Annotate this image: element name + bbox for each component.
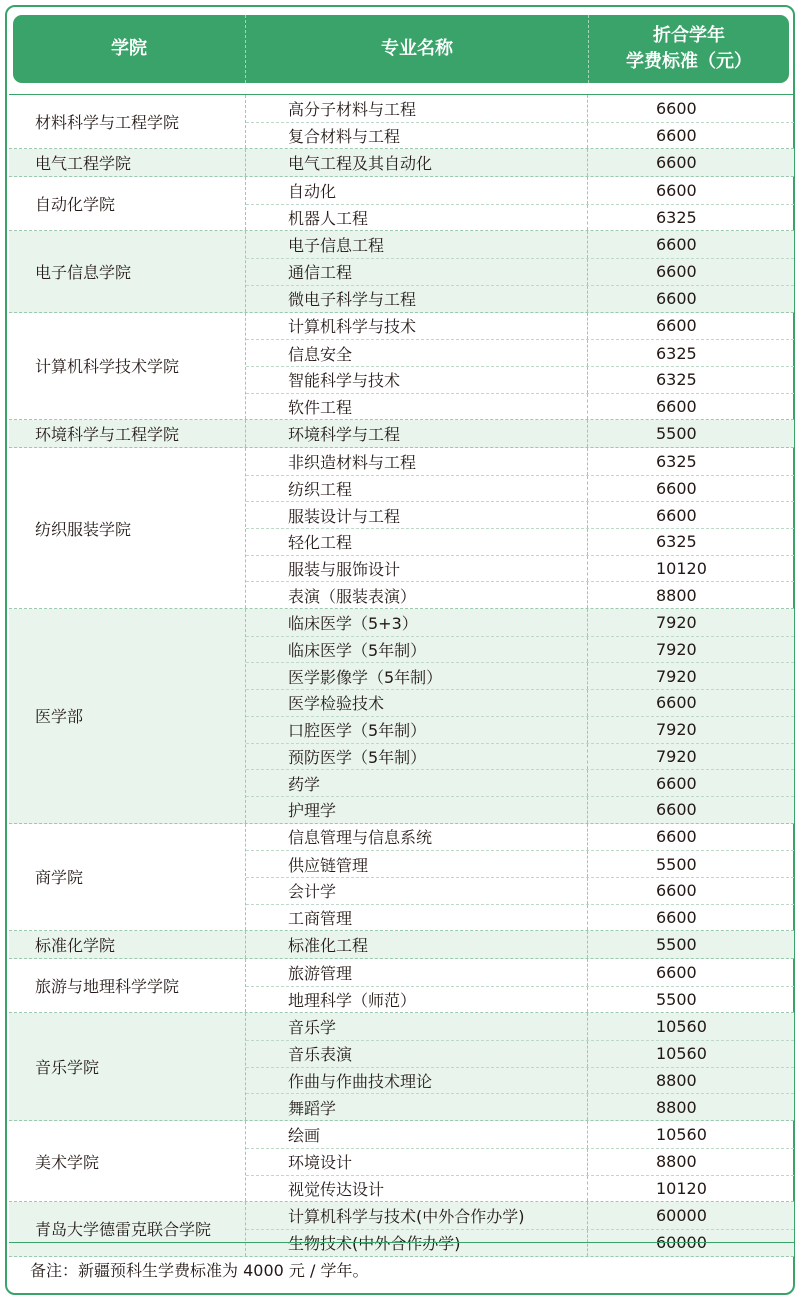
- fee-value: 6325: [656, 370, 697, 390]
- table-row: [246, 285, 794, 312]
- fee-value: 5500: [656, 854, 697, 874]
- table-row: [246, 986, 794, 1013]
- table-row: [246, 1121, 794, 1148]
- fee-value: 6600: [656, 98, 697, 118]
- college-group: [9, 448, 794, 609]
- major-name: 微电子科学与工程: [246, 286, 588, 312]
- college-group: [9, 1013, 794, 1121]
- college-name: 自动化学院: [9, 177, 246, 230]
- fee-value: 6600: [656, 180, 697, 200]
- table-row: [246, 689, 794, 716]
- major-name: 旅游管理: [246, 959, 588, 986]
- fee-value: 10120: [656, 559, 707, 579]
- major-name: 计算机科学与技术(中外合作办学): [246, 1202, 588, 1229]
- table-row: [246, 231, 794, 258]
- major-name: 非织造材料与工程: [246, 448, 588, 475]
- fee-value: 6600: [656, 505, 697, 525]
- header-college: 学院: [111, 38, 147, 59]
- college-name: 材料科学与工程学院: [9, 95, 246, 148]
- fee-value: 6600: [656, 907, 697, 927]
- fee-value: 6600: [656, 235, 697, 255]
- table-row: [246, 743, 794, 770]
- major-name: 绘画: [246, 1121, 588, 1148]
- major-name: 通信工程: [246, 259, 588, 285]
- table-row: [246, 258, 794, 285]
- major-name: 标准化工程: [246, 931, 588, 958]
- table-row: [246, 366, 794, 393]
- major-name: 高分子材料与工程: [246, 95, 588, 122]
- college-group: [9, 313, 794, 421]
- table-row: [246, 177, 794, 204]
- fee-value: 6600: [656, 316, 697, 336]
- fee-value: 7920: [656, 746, 697, 766]
- fee-value: 7920: [656, 720, 697, 740]
- fee-value: 6600: [656, 693, 697, 713]
- college-name: 纺织服装学院: [9, 448, 246, 608]
- college-name: 美术学院: [9, 1121, 246, 1201]
- major-name: 信息安全: [246, 340, 588, 366]
- major-name: 计算机科学与技术: [246, 313, 588, 340]
- major-name: 机器人工程: [246, 205, 588, 231]
- major-name: 纺织工程: [246, 476, 588, 502]
- major-name: 信息管理与信息系统: [246, 824, 588, 851]
- table-row: [246, 1013, 794, 1040]
- college-name: 环境科学与工程学院: [9, 420, 246, 447]
- college-group: [9, 177, 794, 231]
- major-name: 电子信息工程: [246, 231, 588, 258]
- college-name: 电气工程学院: [9, 149, 246, 176]
- major-name: 预防医学（5年制）: [246, 744, 588, 770]
- major-name: 口腔医学（5年制）: [246, 717, 588, 743]
- college-group: [9, 420, 794, 448]
- fee-value: 6600: [656, 396, 697, 416]
- fee-value: 60000: [656, 1206, 707, 1226]
- table-row: [246, 796, 794, 823]
- college-group: [9, 959, 794, 1013]
- fee-value: 5500: [656, 424, 697, 444]
- fee-value: 6325: [656, 208, 697, 228]
- college-name: 医学部: [9, 609, 246, 823]
- major-name: 自动化: [246, 177, 588, 204]
- fee-value: 5500: [656, 935, 697, 955]
- table-row: [246, 204, 794, 231]
- table-header: [13, 15, 789, 83]
- fee-value: 6600: [656, 881, 697, 901]
- major-name: 供应链管理: [246, 851, 588, 877]
- college-group: [9, 231, 794, 312]
- fee-value: 8800: [656, 1071, 697, 1091]
- table-row: [246, 716, 794, 743]
- footnote: 备注：新疆预科生学费标准为 4000 元 / 学年。: [30, 1261, 369, 1280]
- major-name: 会计学: [246, 878, 588, 904]
- fee-value: 10120: [656, 1178, 707, 1198]
- major-name: 表演（服装表演）: [246, 582, 588, 608]
- table-row: [246, 1148, 794, 1175]
- major-name: 医学影像学（5年制）: [246, 663, 588, 689]
- fee-value: 6600: [656, 800, 697, 820]
- college-group: [9, 1121, 794, 1202]
- fee-value: 7920: [656, 612, 697, 632]
- table-row: [246, 420, 794, 447]
- table-row: [246, 1040, 794, 1067]
- header-fee-line1: 折合学年: [653, 25, 725, 46]
- fee-value: 5500: [656, 990, 697, 1010]
- major-name: 作曲与作曲技术理论: [246, 1068, 588, 1094]
- table-row: [246, 122, 794, 149]
- fee-value: 6600: [656, 478, 697, 498]
- major-name: 音乐学: [246, 1013, 588, 1040]
- major-name: 服装与服饰设计: [246, 556, 588, 582]
- major-name: 临床医学（5年制）: [246, 637, 588, 663]
- header-fee: [589, 15, 789, 83]
- major-name: 轻化工程: [246, 529, 588, 555]
- fee-value: 8800: [656, 1097, 697, 1117]
- fee-value: 6600: [656, 262, 697, 282]
- fee-value: 10560: [656, 1017, 707, 1037]
- table-row: [246, 313, 794, 340]
- fee-value: 6600: [656, 827, 697, 847]
- major-name: 环境科学与工程: [246, 420, 588, 447]
- header-major: 专业名称: [245, 15, 589, 83]
- fee-value: 6600: [656, 153, 697, 173]
- fee-value: 6325: [656, 451, 697, 471]
- note-divider: [9, 1242, 794, 1243]
- major-name: 医学检验技术: [246, 690, 588, 716]
- table-row: [246, 339, 794, 366]
- table-row: [246, 475, 794, 502]
- major-name: 环境设计: [246, 1149, 588, 1175]
- major-name: 药学: [246, 770, 588, 796]
- table-row: [246, 1093, 794, 1120]
- table-row: [246, 769, 794, 796]
- table-row: [246, 636, 794, 663]
- major-name: 地理科学（师范）: [246, 987, 588, 1013]
- table-row: [246, 1175, 794, 1202]
- major-name: 服装设计与工程: [246, 502, 588, 528]
- college-group: [9, 95, 794, 149]
- major-name: 工商管理: [246, 905, 588, 931]
- college-name: 计算机科学技术学院: [9, 313, 246, 420]
- fee-value: 6600: [656, 126, 697, 146]
- table-row: [246, 149, 794, 176]
- major-name: 软件工程: [246, 394, 588, 420]
- fee-value: 10560: [656, 1124, 707, 1144]
- table-row: [246, 662, 794, 689]
- table-row: [246, 609, 794, 636]
- college-group: [9, 931, 794, 959]
- fee-value: 6600: [656, 773, 697, 793]
- table-row: [246, 904, 794, 931]
- major-name: 舞蹈学: [246, 1094, 588, 1120]
- table-row: [246, 1202, 794, 1229]
- major-name: 复合材料与工程: [246, 123, 588, 149]
- fee-value: 8800: [656, 585, 697, 605]
- college-name: 电子信息学院: [9, 231, 246, 311]
- college-name: 旅游与地理科学学院: [9, 959, 246, 1012]
- fee-table: [9, 94, 794, 1257]
- table-row: [246, 95, 794, 122]
- table-row: [246, 850, 794, 877]
- table-row: [246, 555, 794, 582]
- table-row: [246, 931, 794, 958]
- table-row: [246, 528, 794, 555]
- college-group: [9, 149, 794, 177]
- fee-value: 7920: [656, 666, 697, 686]
- fee-value: 60000: [656, 1233, 707, 1253]
- college-name: 标准化学院: [9, 931, 246, 958]
- table-row: [246, 501, 794, 528]
- table-row: [246, 448, 794, 475]
- college-group: [9, 1202, 794, 1256]
- fee-value: 10560: [656, 1044, 707, 1064]
- fee-value: 8800: [656, 1152, 697, 1172]
- fee-value: 6600: [656, 289, 697, 309]
- major-name: 智能科学与技术: [246, 367, 588, 393]
- header-fee-line2: 学费标准（元）: [626, 51, 752, 72]
- major-name: 电气工程及其自动化: [246, 149, 588, 176]
- major-name: 视觉传达设计: [246, 1176, 588, 1202]
- college-name: 青岛大学德雷克联合学院: [9, 1202, 246, 1255]
- table-row: [246, 959, 794, 986]
- fee-value: 6325: [656, 343, 697, 363]
- fee-value: 6600: [656, 962, 697, 982]
- college-name: 商学院: [9, 824, 246, 931]
- table-row: [246, 877, 794, 904]
- table-row: [246, 1067, 794, 1094]
- major-name: 生物技术(中外合作办学): [246, 1230, 588, 1256]
- fee-value: 6325: [656, 532, 697, 552]
- fee-value: 7920: [656, 640, 697, 660]
- college-group: [9, 824, 794, 932]
- college-name: 音乐学院: [9, 1013, 246, 1120]
- college-group: [9, 609, 794, 824]
- table-row: [246, 581, 794, 608]
- major-name: 护理学: [246, 797, 588, 823]
- table-row: [246, 393, 794, 420]
- table-row: [246, 824, 794, 851]
- major-name: 音乐表演: [246, 1041, 588, 1067]
- major-name: 临床医学（5+3）: [246, 609, 588, 636]
